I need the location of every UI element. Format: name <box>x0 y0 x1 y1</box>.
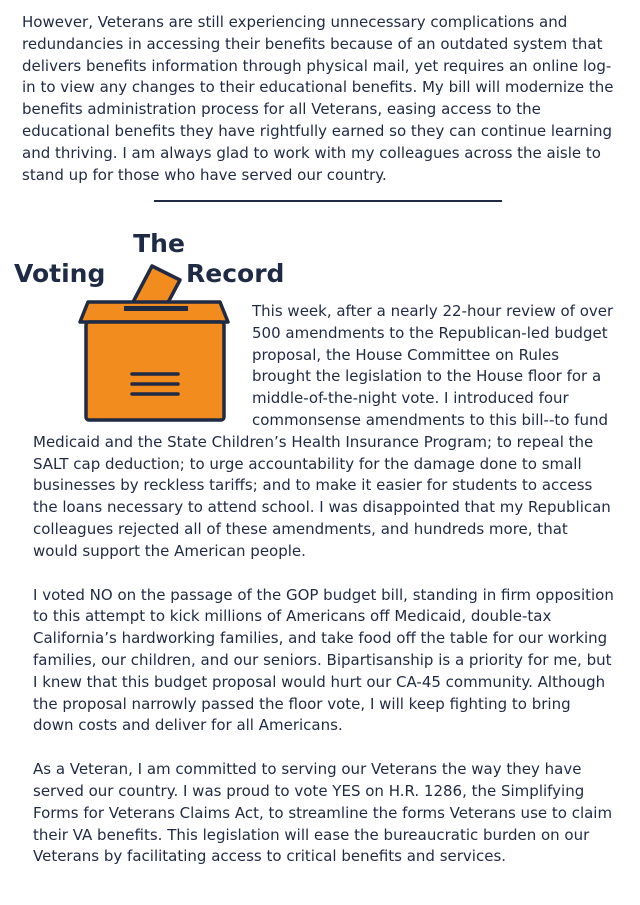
logo-title-voting: Voting <box>14 259 106 288</box>
intro-paragraph: However, Veterans are still experiencing unnecessary complications and redundancies in accessing their benefits because of an outdated system that delivers benefits information through physical mail, yet requires an online log-in to view any changes to their educational benefits. My bill will modernize the benefits administration process for all Veterans, easing access to the educational benefits they have rightfully earned so they can continue learning and thriving. I am always glad to work with my colleagues across the aisle to stand up for those who have served our country. <box>22 13 614 184</box>
logo-title-the: The <box>133 229 185 258</box>
voting-record-paragraph-amendments: This week, after a nearly 22-hour review of over 500 amendments to the Republican-led budget proposal, the House Committee on Rules brought the legislation to the House floor for a middle-of-the-night vote. I introduced four commonsense amendments to this bill--to fund Medicaid and the State Children’s Health Insurance Program; to repeal the SALT cap deduction; to urge accountability for the damage done to small businesses by reckless tariffs; and to make it easier for students to access the loans necessary to attend school. I was disappointed that my Republican colleagues rejected all of these amendments, and hundreds more, that would support the American people. <box>33 302 614 560</box>
section-divider <box>154 200 502 202</box>
voting-record-section <box>33 301 615 890</box>
logo-title-record: Record <box>186 259 285 288</box>
voting-record-paragraph-budget-vote: I voted NO on the passage of the GOP budget bill, standing in firm opposition to this attempt to kick millions of Americans off Medicaid, double-tax California’s hardworking families, and take food off the table for our working families, our children, and our seniors. Bipartisanship is a priority for me, but I knew that this budget proposal would hurt our CA-45 community. Although the proposal narrowly passed the floor vote, I will keep fighting to bring down costs and deliver for all Americans. <box>33 585 614 735</box>
voting-record-paragraph-veterans: As a Veteran, I am committed to serving our Veterans the way they have served our country. I was proud to vote YES on H.R. 1286, the Simplifying Forms for Veterans Claims Act, to streamline the forms Veterans use to claim their VA benefits. This legislation will ease the bureaucratic burden on our Veterans by facilitating access to critical benefits and services. <box>33 760 613 866</box>
logo-wrap-spacer <box>33 301 252 431</box>
